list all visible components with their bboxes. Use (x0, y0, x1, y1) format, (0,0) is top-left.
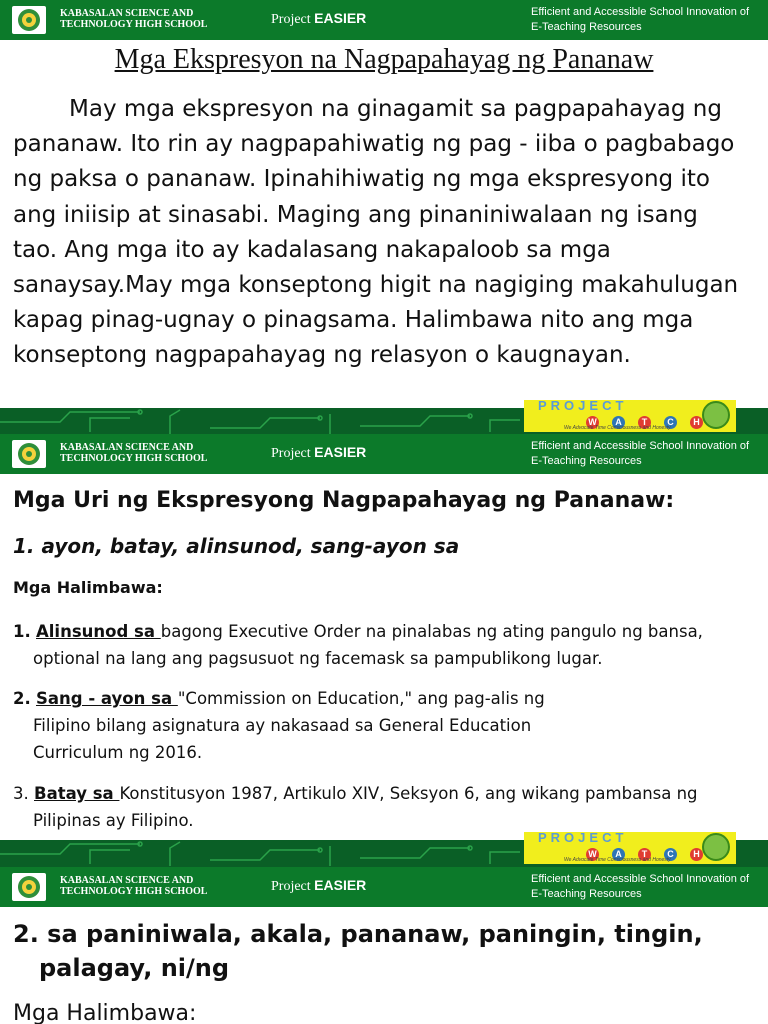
paragraph: May mga ekspresyon na ginagamit sa pagpapahayag ng pananaw. Ito rin ay nagpapahiwatig ng pag - iiba o pagbabago ng paksa o pananaw. Ipinahihiwatig ng mga ekspresyong ito ang iniisip at sinasabi. Maging ang pinaniniwalaan ng isang tao. Ang mga ito ay kadalasang nakapaloob sa mga sanaysay.May mga konseptong higit na nagiging makahulugan kapag pinag-ugnay o pinagsama. Halimbawa nito ang mga konseptong nagpapahayag ng relasyon o kaugnayan. (13, 96, 739, 369)
header-bar (0, 0, 768, 40)
project-watch-badge: PROJECT W A T C H We Advocate Time Consciousness and Honesty (524, 400, 736, 432)
tagline: Efficient and Accessible School Innovation of E-Teaching Resources (531, 6, 750, 33)
project-name: Project EASIER (271, 10, 367, 27)
clock-icon (702, 401, 730, 429)
tagline: Efficient and Accessible School Innovation of E-Teaching Resources (531, 873, 750, 900)
badge-letter: T (638, 416, 651, 429)
school-seal-icon (12, 6, 46, 34)
clock-icon (702, 833, 730, 861)
example-item: 1. Alinsunod sa bagong Executive Order na pinalabas ng ating pangulo ng bansa, optional na lang ang pagsusuot ng facemask sa pampublikong lugar. (13, 622, 703, 668)
school-name: KABASALAN SCIENCE AND TECHNOLOGY HIGH SCHOOL (60, 8, 208, 30)
slide-title: 2. sa paniniwala, akala, pananaw, paningin, tingin, palagay, ni/ng (13, 920, 703, 982)
project-name: Project EASIER (271, 877, 367, 894)
school-seal-icon (12, 440, 46, 468)
project-name: Project EASIER (271, 444, 367, 461)
slide-title: Mga Uri ng Ekspresyong Nagpapahayag ng Pananaw: (13, 488, 675, 513)
badge-letter: W (586, 848, 599, 861)
header-bar (0, 867, 768, 907)
project-watch-badge: PROJECT W A T C H We Advocate Time Consciousness and Honesty (524, 832, 736, 864)
examples-label: Mga Halimbawa: (13, 1001, 197, 1024)
slide-subtitle: 1. ayon, batay, alinsunod, sang-ayon sa (13, 534, 460, 558)
example-item: 3. Batay sa Konstitusyon 1987, Artikulo XIV, Seksyon 6, ang wikang pambansa ng Pilipinas ay Filipino. (13, 784, 698, 830)
badge-letter: C (664, 416, 677, 429)
badge-letter: W (586, 416, 599, 429)
school-name: KABASALAN SCIENCE AND TECHNOLOGY HIGH SCHOOL (60, 442, 208, 464)
slide-1 (0, 0, 768, 436)
slide-title: Mga Ekspresyon na Nagpapahayag ng Pananaw (114, 44, 654, 75)
badge-letter: A (612, 848, 625, 861)
example-item: 2. Sang - ayon sa "Commission on Education," ang pag-alis ng Filipino bilang asignatura ay nakasaad sa General Education Curriculum ng 2016. (13, 689, 545, 762)
badge-letter: T (638, 848, 651, 861)
slide-3 (0, 867, 768, 1024)
examples-label: Mga Halimbawa: (13, 578, 163, 597)
tagline: Efficient and Accessible School Innovation of E-Teaching Resources (531, 440, 750, 467)
header-bar (0, 434, 768, 474)
school-seal-icon (12, 873, 46, 901)
badge-letter: H (690, 416, 703, 429)
badge-letter: A (612, 416, 625, 429)
badge-letter: H (690, 848, 703, 861)
school-name: KABASALAN SCIENCE AND TECHNOLOGY HIGH SCHOOL (60, 875, 208, 897)
slide-2 (0, 434, 768, 868)
badge-letter: C (664, 848, 677, 861)
